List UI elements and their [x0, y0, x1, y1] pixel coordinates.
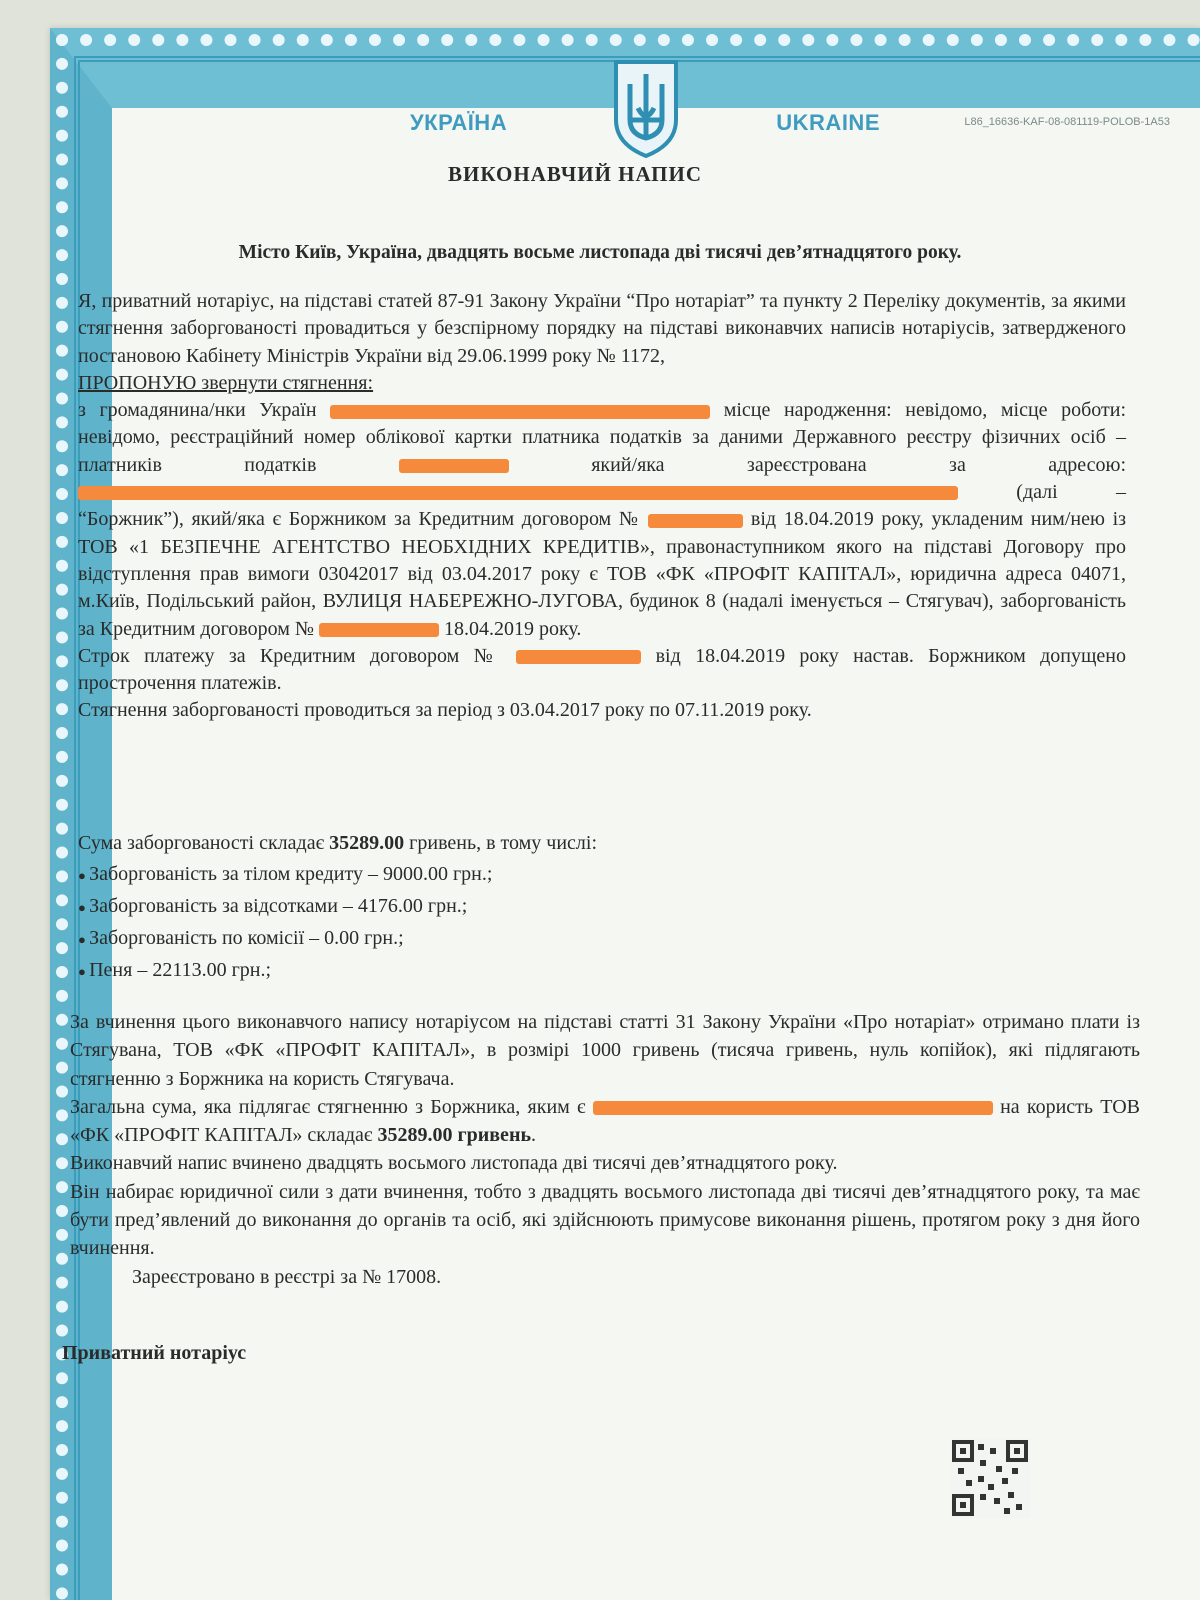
- list-item: ● Пеня – 22113.00 грн.;: [78, 955, 1126, 987]
- main-body: [78, 288, 1126, 725]
- redaction-mark: [593, 1101, 993, 1115]
- redaction-mark: [330, 405, 710, 419]
- redaction-mark: [516, 650, 641, 664]
- total-sum: 35289.00 гривень: [377, 1124, 532, 1147]
- trident-emblem-icon: [610, 58, 682, 158]
- notary-signature-label: Приватний нотаріус: [62, 1342, 247, 1364]
- registry-number: Зареєстровано в реєстрі за № 17008.: [132, 1265, 442, 1288]
- done-paragraph: Виконавчий напис вчинено двадцять восьмого листопада дві тисячі дев’ятнадцятого року.: [70, 1152, 838, 1175]
- qr-code-icon: [950, 1438, 1030, 1518]
- sum-intro: Сума заборгованості складає 35289.00 гривень, в тому числі:: [78, 832, 598, 854]
- list-item: ● Заборгованість по комісії – 0.00 грн.;: [78, 923, 1126, 955]
- form-serial-number: L86_16636-KAF-08-081119-POLOB-1A53: [964, 116, 1170, 128]
- list-item: ● Заборгованість за тілом кредиту – 9000.00 грн.;: [78, 859, 1126, 891]
- country-name-ua: УКРАЇНА: [410, 110, 508, 135]
- total-paragraph: Загальна сума, яка підлягає стягненню з Боржника, яким є на користь ТОВ «ФК «ПРОФІТ КАПІТАЛ» складає 35289.00 гривень.: [70, 1095, 1141, 1147]
- redaction-mark: [399, 459, 509, 473]
- redaction-mark: [319, 623, 439, 637]
- place-and-date: Місто Київ, Україна, двадцять восьме листопада дві тисячі дев’ятнадцятого року.: [238, 242, 962, 263]
- header-cartouche: [410, 58, 880, 158]
- term-paragraph: Строк платежу за Кредитним договором № від 18.04.2019 року настав. Боржником допущено прострочення платежів.: [78, 644, 1126, 695]
- force-paragraph: Він набирає юридичної сили з дати вчинення, тобто з двадцять восьмого листопада дві тисячі дев’ятнадцятого року, та має бути пред’явлений до виконання до органів та осіб, які здійснюють примусове виконання рішень, протягом року з дня його вчинення.: [70, 1180, 1140, 1260]
- debt-items-list: [78, 859, 1126, 987]
- redaction-mark: [648, 514, 743, 528]
- list-item: ● Заборгованість за відсотками – 4176.00 грн.;: [78, 891, 1126, 923]
- sum-total: 35289.00: [329, 832, 405, 854]
- debt-summary: [78, 828, 1126, 987]
- propose-heading: ПРОПОНУЮ звернути стягнення:: [78, 371, 374, 394]
- debtor-paragraph: з громадянина/нки Україн місце народження: невідомо, місце роботи: невідомо, реєстраційний номер облікової картки платника податків за даними Державного реєстру фізичних осіб – платників податків який/яка зареєстрована за адресою: (далі – “Боржник”), який/яка є Боржником за Кредитним договором № від 18.04.2019 року, укладеним ним/нею із ТОВ «1 БЕЗПЕЧНЕ АГЕНТСТВО НЕОБХІДНИХ КРЕДИТІВ», правонаступником якого на підставі Договору про відступлення прав вимоги 03042017 від 03.04.2017 року є ТОВ «ФК «ПРОФІТ КАПІТАЛ», юридична адреса 04071, м.Київ, Подільський район, ВУЛИЦЯ НАБЕРЕЖНО-ЛУГОВА, будинок 8 (надалі іменується – Стягувач), заборгованість за Кредитним договором № 18.04.2019 року.: [78, 399, 1127, 640]
- country-name-en: UKRAINE: [776, 110, 880, 135]
- document-title: ВИКОНАВЧИЙ НАПИС: [448, 162, 702, 186]
- fee-paragraph: За вчинення цього виконавчого напису нотаріусом на підставі статті 31 Закону України «Про нотаріат» отримано плати із Стягувана, ТОВ «ФК «ПРОФІТ КАПІТАЛ», в розмірі 1000 гривень (тисяча гривень, нуль копійок), які підлягають стягненню з Боржника на користь Стягувача.: [70, 1011, 1140, 1090]
- period-paragraph: Стягнення заборгованості проводиться за період з 03.04.2017 року по 07.11.2019 року.: [78, 699, 812, 722]
- redaction-mark: [78, 486, 958, 500]
- closing-body: [70, 1008, 1140, 1291]
- legal-basis-paragraph: Я, приватний нотаріус, на підставі статей 87-91 Закону України “Про нотаріат” та пункту 2 Переліку документів, за якими стягнення заборгованості провадиться у безспірному порядку на підставі виконавчих написів нотаріусів, затвердженого постановою Кабінету Міністрів України від 29.06.1999 року № 1172,: [78, 290, 1126, 367]
